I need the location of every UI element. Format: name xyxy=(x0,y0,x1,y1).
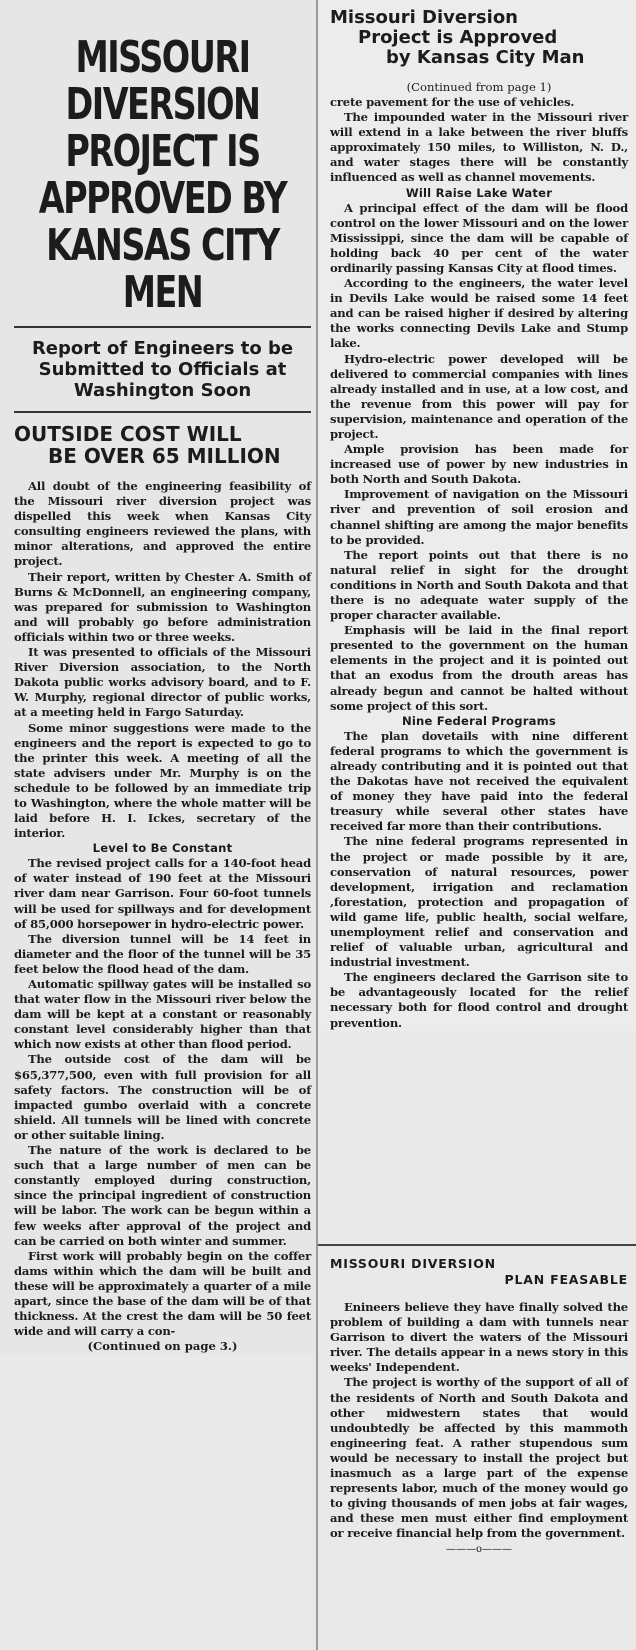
paragraph: The nine federal programs represented in the project or made possible by it are, conservation of natural resources, power development, irrigation and reclamation ,forestation, protection and propagation of wild game life, public health, social welfare, unemployment relief and conservation and relief of valuable urban, agricultural and industrial investment. xyxy=(330,834,628,970)
article-subhead: Report of Engineers to be Submitted to Officials at Washington Soon xyxy=(14,326,311,401)
headline-line-2: Project is Approved xyxy=(358,27,558,48)
paragraph: Hydro-electric power developed will be delivered to commercial companies with lines already installed and in use, at a low cost, and the revenue from this power will pay for supervision, maintenance and operation of the project. xyxy=(330,351,628,441)
headline-line-3: by Kansas City Man xyxy=(386,47,585,68)
deck-line-2: BE OVER 65 MILLION xyxy=(48,444,281,468)
paragraph: crete pavement for the use of vehicles. xyxy=(330,95,575,109)
paragraph: According to the engineers, the water level in Devils Lake would be raised some 14 feet and can be raised higher if desired by altering the works connecting Devils Lake and Stump lake. xyxy=(330,276,628,351)
paragraph: The revised project calls for a 140-foot head of water instead of 190 feet at the Missouri river dam near Garrison. Four 60-foot tunnels will be used for spillways and for development of 85,000 horsepower in hydro-electric power. xyxy=(14,856,311,931)
article-deck xyxy=(14,411,311,467)
article-body xyxy=(14,479,311,1354)
editorial xyxy=(318,1244,636,1555)
end-ornament: ———o——— xyxy=(445,1543,513,1555)
continued-article-body xyxy=(330,80,628,1031)
editorial-headline xyxy=(330,1256,628,1288)
paragraph: Improvement of navigation on the Missouri river and prevention of soil erosion and channel shifting are among the major benefits to be provided. xyxy=(330,487,628,547)
paragraph: The project is worthy of the support of all of the residents of North and South Dakota and other midwestern states that would undoubtedly be affected by this mammoth engineering feat. A rather stupendous sum would be necessary to install the project but inasmuch as a large part of the expense represents labor, much of the money would go to giving thousands of men jobs at fair wages, and these men must either find employment or receive financial help from the government. xyxy=(330,1375,628,1541)
paragraph: Emphasis will be laid in the final report presented to the government on the human elements in the project and it is pointed out that an exodus from the drouth areas has already begun and cannot be halted without some project of this sort. xyxy=(330,623,628,713)
paragraph: First work will probably begin on the coffer dams within which the dam will be built and these will be approximately a quarter of a mile apart, since the base of the dam will be of that thickness. At the crest the dam will be 50 feet wide and will carry a con- xyxy=(14,1248,311,1339)
paragraph: Enineers believe they have finally solved the problem of building a dam with tunnels near Garrison to divert the waters of the Missouri river. The details appear in a news story in this weeks' Independent. xyxy=(330,1300,628,1375)
editorial-body xyxy=(330,1300,628,1542)
section-subhead-federal: Nine Federal Programs xyxy=(401,713,557,728)
section-subhead-level: Level to Be Constant xyxy=(92,841,233,856)
continued-article xyxy=(318,0,636,1031)
paragraph: The report points out that there is no natural relief in sight for the drought conditions in North and South Dakota and that there is no adequate water supply of the proper character available. xyxy=(330,547,628,623)
paragraph: The impounded water in the Missouri river will extend in a lake between the river bluffs approximately 150 miles, to Williston, N. D., and water stages there will be constantly influenced as well as channel movements. xyxy=(330,110,628,185)
continued-notice: (Continued on page 3.) xyxy=(87,1339,238,1354)
editorial-headline-line-2: PLAN FEASABLE xyxy=(504,1272,628,1287)
paragraph: The engineers declared the Garrison site to be advantageously located for the relief necessary both for flood control and drought prevention. xyxy=(330,970,628,1030)
continued-from-notice: (Continued from page 1) xyxy=(406,80,552,94)
headline-line-1: Missouri Diversion xyxy=(330,7,518,28)
left-column-article xyxy=(0,0,317,1354)
paragraph: The diversion tunnel will be 14 feet in diameter and the floor of the tunnel will be 35 feet below the flood head of the dam. xyxy=(14,931,311,976)
paragraph: Automatic spillway gates will be installed so that water flow in the Missouri river below the dam will be kept at a constant or reasonably constant level considerably higher than that which now exists at other than flood period. xyxy=(14,977,311,1052)
paragraph: Ample provision has been made for increased use of power by new industries in both North and South Dakota. xyxy=(330,442,628,487)
paragraph: The outside cost of the dam will be $65,377,500, even with full provision for all safety factors. The construction will be of impacted gumbo overlaid with a concrete shield. All tunnels will be lined with concrete or other suitable lining. xyxy=(14,1052,311,1142)
continued-article-headline xyxy=(330,8,628,68)
editorial-headline-line-1: MISSOURI DIVERSION xyxy=(330,1256,496,1271)
paragraph: The plan dovetails with nine different federal programs to which the government is already contributing and it is pointed out that the Dakotas have not received the equivalent of money they have paid into the federal treasury while several other states have received far more than their contributions. xyxy=(330,728,628,834)
paragraph: Their report, written by Chester A. Smith of Burns & McDonnell, an engineering company, was prepared for submission to Washington and will probably go before administration officials within two or three weeks. xyxy=(14,569,311,644)
paragraph: All doubt of the engineering feasibility of the Missouri river diversion project was dispelled this week when Kansas City consulting engineers reviewed the plans, with minor alterations, and approved the entire project. xyxy=(14,479,311,569)
main-headline: MISSOURI DIVERSION PROJECT IS APPROVED BY KANSAS CITY MEN xyxy=(38,32,287,318)
paragraph: The nature of the work is declared to be such that a large number of men can be constantly employed during construction, since the principal ingredient of construction will be labor. The work can be begun within a few weeks after approval of the project and can be carried on both winter and summer. xyxy=(14,1143,311,1248)
section-subhead-lake: Will Raise Lake Water xyxy=(405,185,553,200)
deck-line-1: OUTSIDE COST WILL xyxy=(14,422,242,446)
right-column xyxy=(318,0,636,1555)
paragraph: A principal effect of the dam will be flood control on the lower Missouri and on the lower Mississippi, since the dam will be capable of holding back 40 per cent of the water ordinarily passing Kansas City at flood times. xyxy=(330,200,628,275)
paragraph: Some minor suggestions were made to the engineers and the report is expected to go to the printer this week. A meeting of all the state advisers under Mr. Murphy is on the schedule to be followed by an immediate trip to Washington, where the whole matter will be laid before H. I. Ickes, secretary of the interior. xyxy=(14,720,311,841)
paragraph: It was presented to officials of the Missouri River Diversion association, to the North Dakota public works advisory board, and to F. W. Murphy, regional director of public works, at a meeting held in Fargo Saturday. xyxy=(14,645,311,720)
